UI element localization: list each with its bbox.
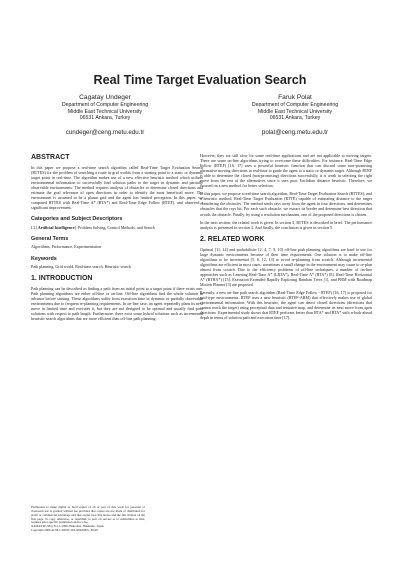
- author-department: Department of Computer Engineering: [251, 102, 339, 108]
- abstract-heading: ABSTRACT: [31, 154, 70, 161]
- right-column: [200, 153, 372, 323]
- author-email: cundeger@ceng.metu.edu.tr: [65, 129, 145, 136]
- categories-text: [31, 225, 203, 230]
- introduction-paragraph-4: In the next section, the related work is given. In section 3, RTTES is described in brief. The performance analysis is presented in section 4. And finally, the conclusion is given in section 5.: [200, 219, 372, 230]
- author-city: 06531 Ankara, Turkey: [79, 115, 131, 122]
- author-city: 06531 Ankara, Turkey: [269, 115, 321, 122]
- permission-copyright: Copyright 2006 ACM 1-59593-303-4/06/0005...$5.00.: [31, 528, 99, 533]
- related-work-heading: 2. RELATED WORK: [200, 235, 265, 243]
- author-name: Cagatay Undeger: [79, 94, 131, 101]
- keywords-heading: Keywords: [31, 255, 57, 262]
- author-university: Middle East Technical University: [257, 108, 333, 115]
- author-block-1: [20, 94, 190, 136]
- permission-notice: [31, 506, 145, 533]
- general-terms-heading: General Terms: [31, 235, 69, 242]
- general-terms-text: Algorithms, Performance, Experimentation: [31, 244, 102, 250]
- introduction-paragraph-3: In this paper, we propose a real-time search algorithm, Real-Time Target Evaluation Search (RTTES), and a heuristic method, Real-Time Target Evaluation (RTTE) capable of estimating distance to the target considering the obstacles. The method sends rays away from the agent in four directions, and determines obstacles that the rays hit. For each such obstacle, we extract its border and determine best direction that avoids the obstacle. Finally, by using a resolution mechanism, one of the proposed directions is chosen.: [200, 191, 372, 217]
- related-work-paragraph-1: Optimal [11, 14] and probabilistic [2, 4, 7, 9, 10] off-line path planning algorithms are hard to use for large dynamic environments because of their time requirements. One solution is to make off-line algorithms to be incremental [5, 6, 12, 13] to avoid re-planning from scratch. Although incremental algorithms are efficient in most cases, sometimes a small change in the environment may cause to re-plan almost from scratch. Due to the efficiency problems of off-line techniques, a number of on-line approaches such as Learning Real-Time A* (LRTA*), Real-Time A* (RTA*) [8], Real-Time Horizontal A* (RTHA*) [15], Execution Extended Rapidly Exploring Random Trees [1], and PRM with Roadmap Motion Planner [3] are proposed.: [200, 246, 372, 287]
- categories-heading: Categories and Subject Descriptors: [31, 216, 123, 223]
- categories-rest: ]: Problem Solving, Control Methods, and Search: [74, 224, 155, 230]
- related-work-paragraph-2: Recently, a new on-line path search algorithm (Real-Time Edge Follow - RTEF) [16, 17] is proposed for grid-type environments. RTEF uses a new heuristic (RTEF-ARM) that effectively makes use of global environmental information. With this heuristic, the agent can detect closed directions (directions that cannot reach the target) using perceptual data and tentative map, and determine its next move from open directions. Experimental study shows that RTEF performs better than RTA* and RTA* with n-look-ahead depth in terms of solution path and execution time [17].: [200, 290, 372, 321]
- author-university: Middle East Technical University: [67, 108, 143, 115]
- author-block-2: [210, 94, 380, 136]
- author-name: Faruk Polat: [278, 94, 312, 101]
- author-email: polat@ceng.metu.edu.tr: [261, 129, 329, 136]
- introduction-paragraph-1: Path planning can be described as finding a path from an initial point to a target point if there exists one. Path planning algorithms are either off-line or on-line. Off-line algorithms find the whole solution in advance before starting. These algorithms suffer from execution time in dynamic or partially observable environments due to frequent re-planning requirements. In on-line case, an agent repeatedly plans its next move in limited time and executes it, but they are not designed to be optimal and usually find poor solutions with respect to path length. Furthermore, there exist some hybrid solutions such as incremental heuristic search algorithms that are more efficient than off-line path planning.: [31, 286, 203, 322]
- left-column: [31, 154, 203, 324]
- keywords-text: Path planning, Grid world, Real-time search, Heuristic search: [31, 264, 131, 270]
- permission-text: Permission to make digital or hard copies of all or part of this work for personal or classroom use is granted without fee provided that copies are not made or distributed for profit or commercial advantage and that copies bear this notice and the full citation on the first page. To copy otherwise, or republish, to post on servers or to redistribute to lists, requires prior specific permission and/or a fee.: [31, 505, 145, 525]
- categories-ref-bold: Artificial Intelligence: [37, 224, 75, 230]
- permission-venue: AAMAS'06, May 8–12, 2006, Hakodate, Hokkaido, Japan.: [31, 524, 105, 529]
- introduction-heading: 1. INTRODUCTION: [31, 275, 93, 283]
- categories-ref: I.2 [: [31, 224, 38, 230]
- author-department: Department of Computer Engineering: [61, 102, 149, 108]
- paper-title: Real Time Target Evaluation Search: [93, 73, 307, 87]
- introduction-paragraph-2: However, they are still slow for some real-time applications and are not applicable to moving targets. There are some on-line algorithms trying to overcome these difficulties. For instance, Real-Time Edge Follow (RTEF) [16, 17] uses a powerful heuristic function that can discard some non-promising alternative moving directions in real-time to guide the agent to a static or dynamic target. Although RTEF is able to determine the closed (non-promising) directions successfully, it is weak in selecting the right move from the rest of the alternatives since it uses poor Euclidian distance heuristic. Therefore, we focused on a new method for better selection.: [200, 153, 372, 189]
- abstract-text: In this paper we propose a real-time search algorithm called Real-Time Target Evaluation Search (RTTES) for the problem of searching a route in grid worlds from a starting point to a static or dynamic target point in real-time. The algorithm makes use of a new effective heuristic method which utilizes environmental information to successfully find solution paths to the target in dynamic and partially observable environments. The method requires analysis of obstacles to determine closed directions and estimate the goal relevance of open directions in order to identify the most beneficial move. The environment is assumed to be a planar grid and the agent has limited perception. In this paper, we compared RTTES with Real-Time A* (RTA*) and Real-Time Edge Follow (RTEF), and observed a significant improvement.: [31, 165, 203, 211]
